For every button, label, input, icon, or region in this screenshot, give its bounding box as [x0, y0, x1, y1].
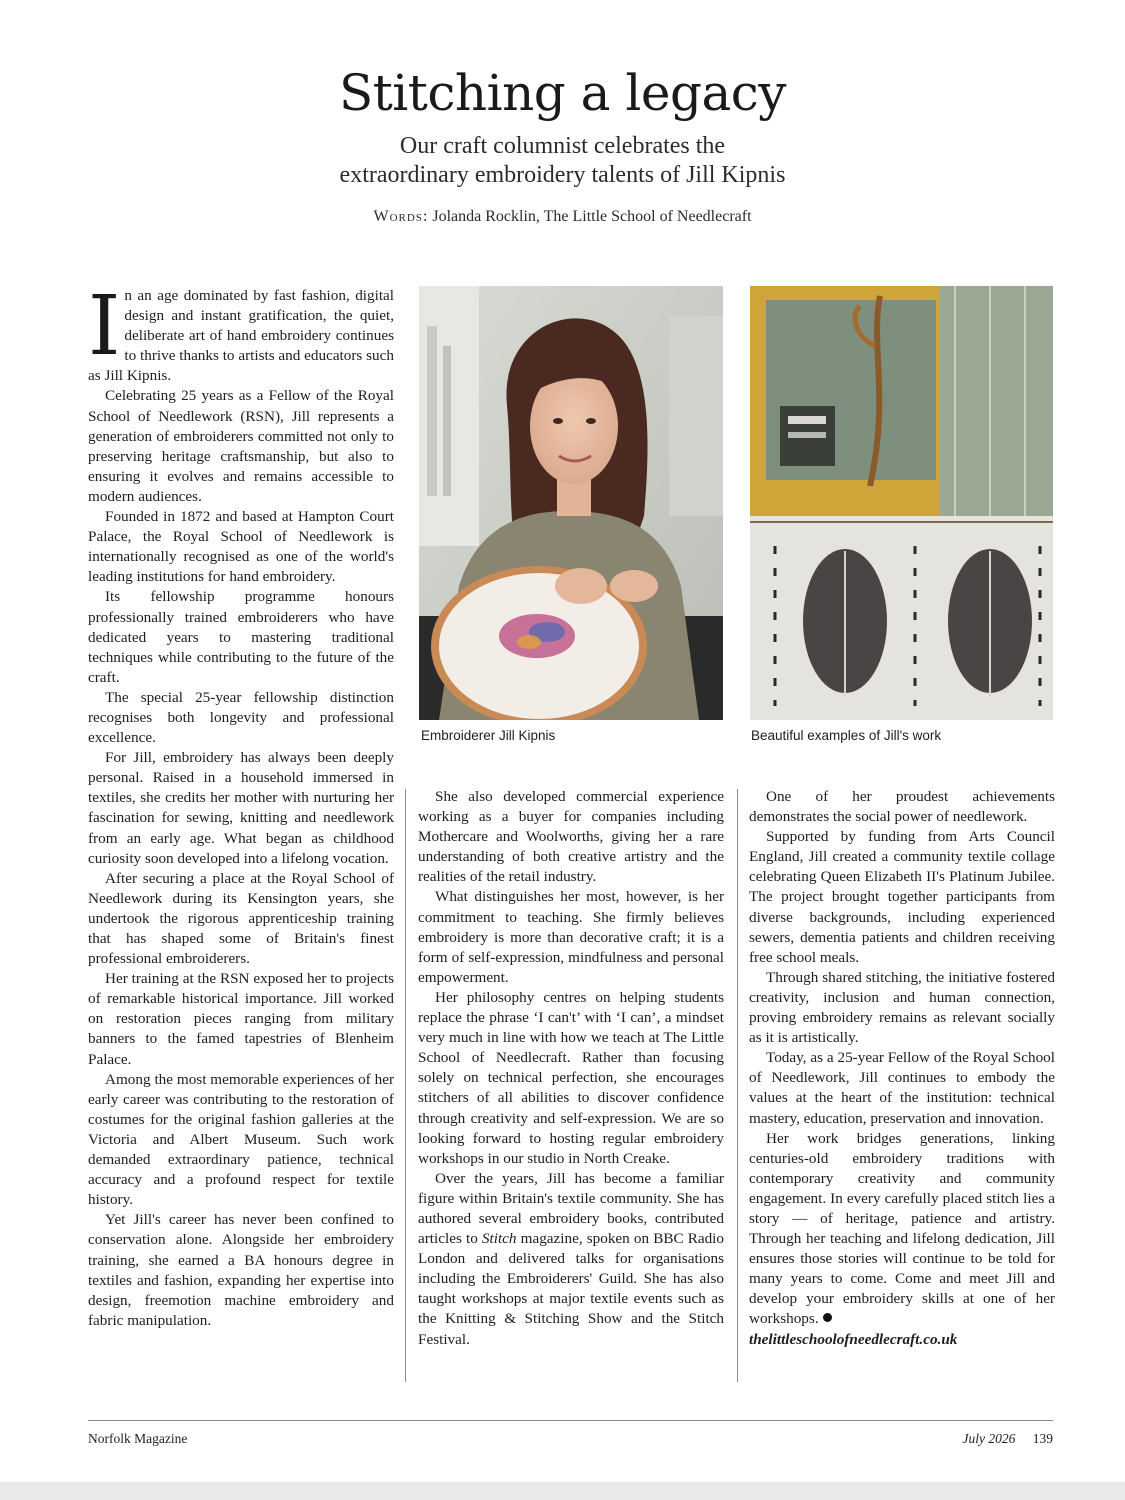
article-column-2	[418, 787, 724, 1350]
paragraph: Her philosophy centres on helping students replace the phrase ‘I can't’ with ‘I can’, a mindset very much in line with how we teach at The Little School of Needlecraft. Rather than focusing solely on technical perfection, she encourages stitchers of all abilities to discover confidence through creativity and self-expression. We are so looking forward to hosting regular embroidery workshops in our studio in North Creake.	[418, 988, 724, 1167]
standfirst-line-1: Our craft columnist celebrates the	[399, 133, 726, 159]
column-divider	[405, 789, 406, 1382]
photo-embroidery-work	[750, 286, 1053, 720]
page-number: 139	[1032, 1431, 1053, 1446]
paragraph: Celebrating 25 years as a Fellow of the Royal School of Needlework (RSN), Jill represents a generation of embroiderers committed not only to preserving heritage craftsmanship, but also to ensuring it evolves and remains accessible to modern audiences.	[88, 387, 394, 505]
article-title: Stitching a legacy	[338, 64, 787, 122]
paragraph: She also developed commercial experience working as a buyer for companies including Mothercare and Woolworths, giving her a rare understanding of both creative artistry and the realities of the retail industry.	[418, 788, 724, 886]
paragraph: Yet Jill's career has never been confined to conservation alone. Alongside her embroidery training, she earned a BA honours degree in textiles and fashion, expanding her expertise into design, freemotion machine embroidery and fabric manipulation.	[88, 1211, 394, 1329]
byline	[0, 207, 1125, 227]
photo-embroiderer	[419, 286, 723, 720]
paragraph: What distinguishes her most, however, is her commitment to teaching. She firmly believes embroidery is more than decorative craft; it is a form of self-expression, mindfulness and personal empowerment.	[418, 888, 724, 986]
paragraph: Through shared stitching, the initiative fostered creativity, inclusion and human connection, proving embroidery remains as relevant socially as it is artistically.	[749, 968, 1055, 1047]
byline-label: Words:	[373, 208, 429, 225]
footer-publication: Norfolk Magazine	[88, 1431, 188, 1446]
magazine-name: Stitch	[481, 1230, 517, 1248]
paragraph: Its fellowship programme honours professionally trained embroiderers who have dedicated years to mastering traditional techniques while contributing to the future of the craft.	[88, 588, 394, 686]
article-column-1	[88, 279, 394, 1331]
end-mark-icon	[823, 1313, 832, 1322]
embroiderer-photo-illustration	[419, 286, 723, 720]
byline-author: Jolanda Rocklin, The Little School of Needlecraft	[432, 208, 752, 225]
paragraph: Supported by funding from Arts Council England, Jill created a community textile collage celebrating Queen Elizabeth II's Platinum Jubilee. The project brought together participants from diverse backgrounds, including experienced sewers, dementia patients and children receiving free school meals.	[749, 828, 1055, 966]
standfirst	[0, 132, 1125, 190]
column-divider	[737, 789, 738, 1382]
caption-work-examples: Beautiful examples of Jill's work	[751, 728, 942, 743]
paragraph: One of her proudest achievements demonstrates the social power of needlework.	[749, 788, 1055, 826]
footer-rule	[88, 1420, 1053, 1421]
website-link[interactable]: thelittleschoolofneedlecraft.co.uk	[749, 1330, 958, 1348]
standfirst-line-2: extraordinary embroidery talents of Jill Kipnis	[339, 162, 786, 188]
paragraph: Her work bridges generations, linking centuries-old embroidery traditions with contemporary creativity and community engagement. In every carefully placed stitch lies a story — of heritage, patience and artistry. Through her teaching and lifelong dedication, Jill ensures those stories will continue to be told for many years to come. Come and meet Jill and develop your embroidery skills at one of her workshops.	[749, 1129, 1055, 1328]
paragraph: Founded in 1872 and based at Hampton Court Palace, the Royal School of Needlework is internationally recognised as one of the world's leading institutions for hand embroidery.	[88, 508, 394, 586]
footer-page-info	[963, 1431, 1054, 1447]
paragraph: Today, as a 25-year Fellow of the Royal School of Needlework, Jill continues to embody the values at the heart of the institution: technical mastery, education, preservation and innovation.	[749, 1049, 1055, 1127]
paragraph-intro: In an age dominated by fast fashion, digital design and instant gratification, the quiet, deliberate art of hand embroidery continues to thrive thanks to artists and educators such as Jill Kipnis.	[88, 279, 394, 385]
caption-embroiderer: Embroiderer Jill Kipnis	[421, 728, 556, 743]
paragraph: Among the most memorable experiences of her early career was contributing to the restoration of costumes for the original fashion galleries at the Victoria and Albert Museum. Such work demanded extraordinary patience, technical accuracy and a profound respect for textile history.	[88, 1070, 394, 1209]
embroidery-work-illustration	[750, 286, 1053, 720]
footer-date: July 2026	[962, 1431, 1016, 1446]
bottom-bar	[0, 1482, 1125, 1500]
paragraph: Over the years, Jill has become a familiar figure within Britain's textile community. She has authored several embroidery books, contributed articles to Stitch magazine, spoken on BBC Radio London and delivered talks for organisations including the Embroiderers' Guild. She has also taught workshops at major textile events such as the Knitting & Stitching Show and the Stitch Festival.	[418, 1169, 724, 1348]
drop-cap: I	[88, 279, 121, 374]
paragraph: After securing a place at the Royal School of Needlework during its Kensington years, she undertook the rigorous apprenticeship training that has shaped some of Britain's finest professional embroiderers.	[88, 869, 394, 968]
paragraph: Her training at the RSN exposed her to projects of remarkable historical importance. Jill worked on restoration pieces ranging from military banners to the famed tapestries of Blenheim Palace.	[88, 970, 394, 1068]
article-column-3	[749, 787, 1055, 1350]
paragraph: The special 25-year fellowship distinction recognises both longevity and professional excellence.	[88, 688, 394, 747]
paragraph: For Jill, embroidery has always been deeply personal. Raised in a household immersed in textiles, she credits her mother with nurturing her fascination for sewing, knitting and needlework from an early age. What began as childhood curiosity soon developed into a lifelong vocation.	[88, 749, 394, 867]
